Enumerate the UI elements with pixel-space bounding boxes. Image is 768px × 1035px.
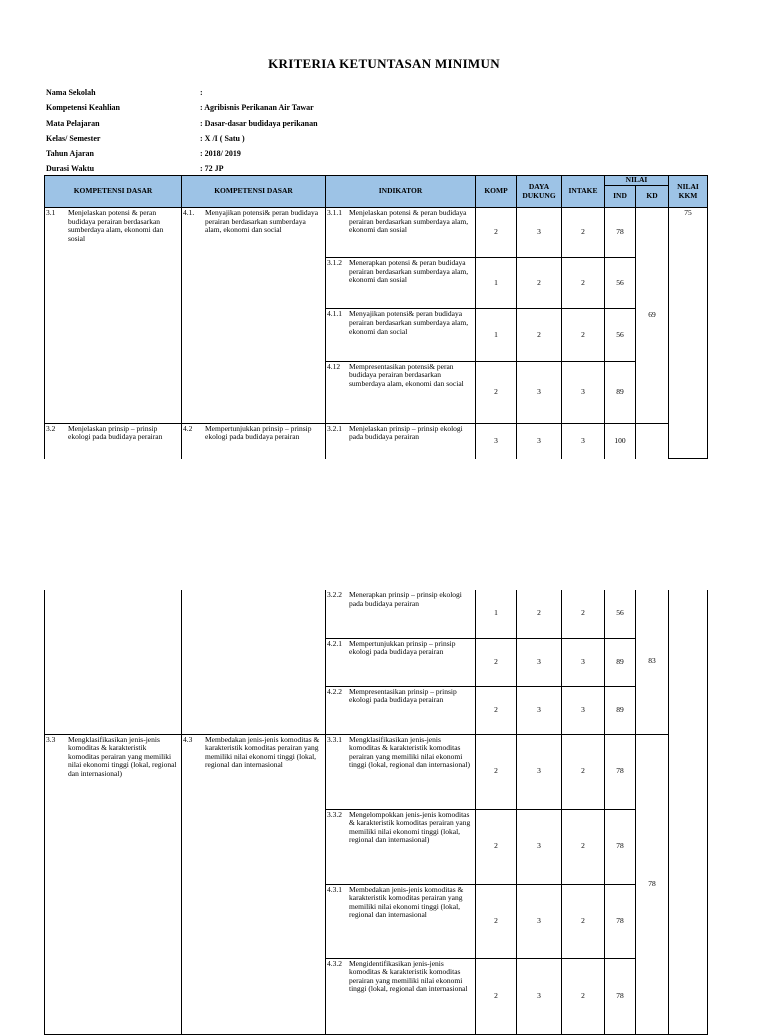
- ind-value: 56: [605, 258, 636, 309]
- indikator-code: 3.3.2: [327, 809, 342, 819]
- kd-cell-4-1: [182, 208, 326, 424]
- daya-value: 3: [517, 734, 562, 809]
- meta-key: Nama Sekolah: [46, 88, 96, 97]
- komp-value: 2: [476, 208, 517, 258]
- header-intake: INTAKE: [562, 176, 605, 208]
- kd-code: 4.2: [183, 423, 193, 433]
- ind-value: 78: [605, 734, 636, 809]
- intake-value: 2: [562, 208, 605, 258]
- header-daya-dukung: DAYA DUKUNG: [517, 176, 562, 208]
- kd-text: Menjelaskan prinsip – prinsip ekologi pada budidaya perairan: [68, 423, 163, 442]
- intake-value: 2: [562, 258, 605, 309]
- kd-text: Menjelaskan potensi & peran budidaya perairan berdasarkan sumberdaya alam, ekonomi dan sosial: [68, 208, 164, 243]
- intake-value: 2: [562, 309, 605, 361]
- kd-text: Membedakan jenis-jenis komoditas & karakteristik komoditas perairan yang memiliki nilai ekonomi tinggi (lokal, regional dan internasional: [205, 734, 320, 770]
- intake-value: 2: [562, 809, 605, 884]
- daya-value: 3: [517, 208, 562, 258]
- daya-value: 2: [517, 258, 562, 309]
- kd-code: 4.1.: [183, 208, 195, 218]
- intake-value: 3: [562, 423, 605, 458]
- header-kompetensi-dasar-1: KOMPETENSI DASAR: [45, 176, 182, 208]
- document-metadata: [46, 85, 318, 177]
- kd-code: 3.2: [46, 423, 56, 433]
- header-kompetensi-dasar-2: KOMPETENSI DASAR: [182, 176, 326, 208]
- indikator-code: 3.3.1: [327, 734, 342, 744]
- kd-value-2: 83: [636, 590, 669, 734]
- kd-cell-3-3: [45, 734, 182, 1034]
- kd-cell-3-1: [45, 208, 182, 424]
- meta-key: Tahun Ajaran: [46, 149, 94, 159]
- indikator-cell: [326, 423, 476, 458]
- meta-value: : X /I ( Satu ): [200, 133, 245, 143]
- indikator-cell: [326, 809, 476, 884]
- komp-value: 2: [476, 958, 517, 1034]
- indikator-text: Menerapkan potensi & peran budidaya perairan berdasarkan sumberdaya alam, ekonomi dan sosial: [349, 258, 469, 285]
- kkm-table-page-1: [44, 175, 708, 459]
- indikator-cell: [326, 686, 476, 734]
- indikator-text: Menyajikan potensi& peran budidaya perairan berdasarkan sumberdaya alam, ekonomi dan social: [349, 309, 469, 336]
- ind-value: 100: [605, 423, 636, 458]
- kd-text: Mempertunjukkan prinsip – prinsip ekologi pada budidaya perairan: [205, 423, 312, 442]
- indikator-text: Mengklasifikasikan jenis-jenis komoditas & karakteristik komoditas perairan yang memiliki nilai ekonomi tinggi (lokal, regional dan internasional): [349, 734, 471, 770]
- ind-value: 89: [605, 686, 636, 734]
- header-indikator: INDIKATOR: [326, 176, 476, 208]
- indikator-cell: [326, 638, 476, 686]
- indikator-code: 4.3.2: [327, 958, 342, 968]
- indikator-cell: [326, 208, 476, 258]
- meta-value: : 72 JP: [200, 164, 224, 174]
- komp-value: 2: [476, 361, 517, 423]
- ind-value: 89: [605, 361, 636, 423]
- meta-key: Durasi Waktu: [46, 164, 95, 174]
- indikator-code: 4.2.2: [327, 686, 342, 696]
- meta-key: Mata Pelajaran: [46, 118, 100, 128]
- kd-value-empty: [636, 423, 669, 458]
- indikator-code: 4.3.1: [327, 884, 342, 894]
- kd-text: Mengklasifikasikan jenis-jenis komoditas & karakteristik komoditas perairan yang memiliki nilai ekonomi tinggi (lokal, regional dan internasional): [68, 734, 177, 778]
- intake-value: 2: [562, 958, 605, 1034]
- meta-row-program: [46, 100, 318, 115]
- indikator-code: 3.1.2: [327, 258, 342, 268]
- komp-value: 2: [476, 884, 517, 958]
- komp-value: 2: [476, 638, 517, 686]
- kd-cell-4-2-cont: [182, 590, 326, 734]
- indikator-text: Mempertunjukkan prinsip – prinsip ekologi pada budidaya perairan: [349, 638, 456, 657]
- meta-value: :: [200, 88, 203, 97]
- indikator-text: Mempresentasikan potensi& peran budidaya perairan berdasarkan sumberdaya alam, ekonomi dan social: [349, 361, 464, 388]
- komp-value: 2: [476, 809, 517, 884]
- indikator-text: Mengidentifikasikan jenis-jenis komoditas & karakteristik komoditas perairan yang memiliki nilai ekonomi tinggi (lokal, regional dan internasional: [349, 958, 468, 994]
- indikator-cell: [326, 361, 476, 423]
- kd-cell-4-2: [182, 423, 326, 458]
- header-komp: KOMP: [476, 176, 517, 208]
- kkm-table-page-2: [44, 590, 708, 1035]
- intake-value: 2: [562, 590, 605, 638]
- ind-value: 78: [605, 809, 636, 884]
- kd-value-3: 78: [636, 734, 669, 1034]
- meta-row-subject: [46, 116, 318, 131]
- indikator-code: 4.1.1: [327, 309, 342, 319]
- kkm-cell-cont: [669, 590, 708, 1034]
- meta-key: Kelas/ Semester: [46, 133, 101, 143]
- indikator-cell: [326, 884, 476, 958]
- indikator-text: Menjelaskan prinsip – prinsip ekologi pada budidaya perairan: [349, 423, 463, 442]
- indikator-code: 3.2.1: [327, 423, 342, 433]
- komp-value: 3: [476, 423, 517, 458]
- indikator-cell: [326, 958, 476, 1034]
- intake-value: 3: [562, 361, 605, 423]
- daya-value: 2: [517, 590, 562, 638]
- daya-value: 3: [517, 361, 562, 423]
- indikator-cell: [326, 309, 476, 361]
- indikator-text: Menjelaskan potensi & peran budidaya perairan berdasarkan sumberdaya alam, ekonomi dan sosial: [349, 208, 469, 235]
- indikator-code: 4.2.1: [327, 638, 342, 648]
- ind-value: 78: [605, 884, 636, 958]
- intake-value: 3: [562, 638, 605, 686]
- document-title: KRITERIA KETUNTASAN MINIMUN: [268, 56, 500, 71]
- header-nilai-kkm: NILAI KKM: [669, 176, 708, 208]
- indikator-text: Mempresentasikan prinsip – prinsip ekologi pada budidaya perairan: [349, 686, 457, 705]
- header-nilai: NILAI: [605, 176, 669, 186]
- kd-code: 4.3: [183, 734, 193, 744]
- meta-key: Kompetensi Keahlian: [46, 103, 121, 113]
- daya-value: 3: [517, 809, 562, 884]
- daya-value: 3: [517, 958, 562, 1034]
- kd-cell-3-2: [45, 423, 182, 458]
- daya-value: 3: [517, 884, 562, 958]
- intake-value: 3: [562, 686, 605, 734]
- komp-value: 2: [476, 686, 517, 734]
- ind-value: 56: [605, 590, 636, 638]
- kd-value-1: 69: [636, 208, 669, 424]
- meta-value: : Agribisnis Perikanan Air Tawar: [200, 103, 314, 113]
- daya-value: 3: [517, 423, 562, 458]
- kkm-value: 75: [669, 208, 708, 459]
- daya-value: 2: [517, 309, 562, 361]
- header-kd: KD: [636, 186, 669, 208]
- meta-row-school: [46, 85, 318, 100]
- indikator-cell: [326, 258, 476, 309]
- meta-value: : 2018/ 2019: [200, 149, 241, 159]
- indikator-cell: [326, 590, 476, 638]
- ind-value: 56: [605, 309, 636, 361]
- indikator-text: Menerapkan prinsip – prinsip ekologi pada budidaya perairan: [349, 590, 462, 608]
- indikator-code: 3.1.1: [327, 208, 342, 218]
- daya-value: 3: [517, 638, 562, 686]
- komp-value: 2: [476, 734, 517, 809]
- ind-value: 78: [605, 958, 636, 1034]
- indikator-cell: [326, 734, 476, 809]
- kd-cell-4-3: [182, 734, 326, 1034]
- header-ind: IND: [605, 186, 636, 208]
- meta-row-year: [46, 146, 318, 161]
- kd-text: Menyajikan potensi& peran budidaya perairan berdasarkan sumberdaya alam, ekonomi dan social: [205, 208, 319, 235]
- daya-value: 3: [517, 686, 562, 734]
- indikator-code: 3.2.2: [327, 590, 342, 599]
- indikator-code: 4.12: [327, 361, 341, 371]
- komp-value: 1: [476, 309, 517, 361]
- kd-code: 3.3: [46, 734, 56, 744]
- kd-code: 3.1: [46, 208, 56, 218]
- intake-value: 2: [562, 734, 605, 809]
- indikator-text: Membedakan jenis-jenis komoditas & karakteristik komoditas perairan yang memiliki nilai ekonomi tinggi (lokal, regional dan internasional: [349, 884, 464, 920]
- kd-cell-3-2-cont: [45, 590, 182, 734]
- meta-row-class: [46, 131, 318, 146]
- indikator-text: Mengelompokkan jenis-jenis komoditas & karakteristik komoditas perairan yang memiliki nilai ekonomi tinggi (lokal, regional dan internasional): [349, 809, 471, 845]
- meta-value: : Dasar-dasar budidaya perikanan: [200, 118, 318, 128]
- intake-value: 2: [562, 884, 605, 958]
- ind-value: 89: [605, 638, 636, 686]
- komp-value: 1: [476, 258, 517, 309]
- ind-value: 78: [605, 208, 636, 258]
- komp-value: 1: [476, 590, 517, 638]
